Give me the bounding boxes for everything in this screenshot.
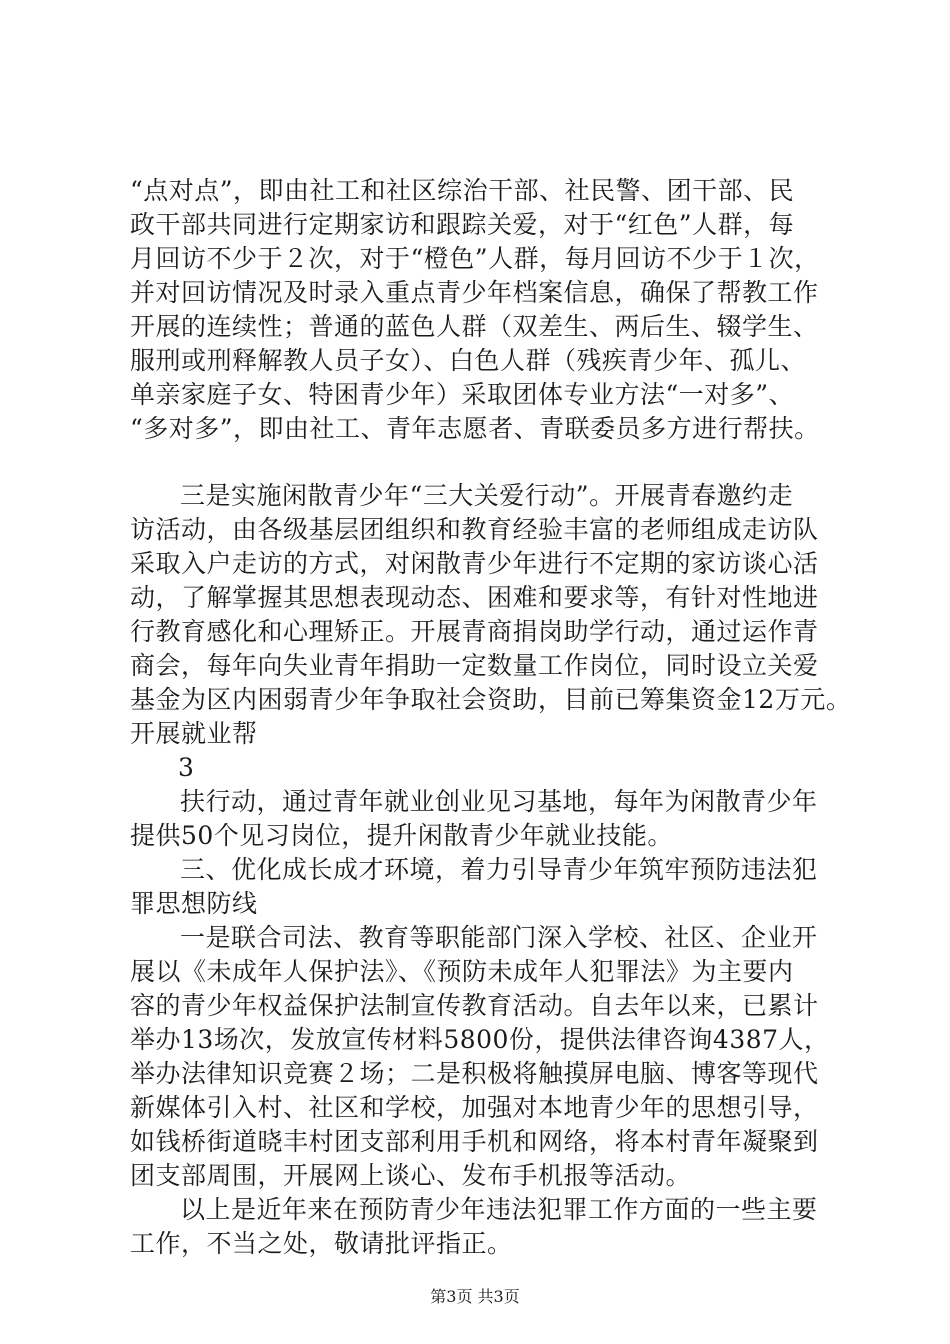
body-text-line: 展以《未成年人保护法》、《预防未成年人犯罪法》为主要内 <box>130 957 794 986</box>
body-text-line: 月回访不少于２次，对于“橙色”人群，每月回访不少于１次， <box>130 244 820 273</box>
body-text-line: 开展就业帮 <box>130 719 258 748</box>
paragraph-first-line: 以上是近年来在预防青少年违法犯罪工作方面的一些主要 <box>180 1195 818 1224</box>
section-heading-line: 三、优化成长成才环境，着力引导青少年筑牢预防违法犯 <box>180 855 818 884</box>
paragraph-first-line: 三是实施闲散青少年“三大关爱行动”。开展青春邀约走 <box>180 481 794 510</box>
body-text-line: 开展的连续性；普通的蓝色人群（双差生、两后生、辍学生、 <box>130 312 819 341</box>
body-text-line: 访活动，由各级基层团组织和教育经验丰富的老师组成走访队 <box>130 515 819 544</box>
body-text-line: 商会，每年向失业青年捐助一定数量工作岗位，同时设立关爱 <box>130 651 819 680</box>
body-text-line: 政干部共同进行定期家访和跟踪关爱，对于“红色”人群，每 <box>130 210 795 239</box>
body-text-line: 采取入户走访的方式，对闲散青少年进行不定期的家访谈心活 <box>130 549 819 578</box>
body-text-line: 行教育感化和心理矫正。开展青商捐岗助学行动，通过运作青 <box>130 617 819 646</box>
paragraph-first-line: 一是联合司法、教育等职能部门深入学校、社区、企业开 <box>180 923 818 952</box>
body-text-line: 容的青少年权益保护法制宣传教育活动。自去年以来，已累计 <box>130 991 819 1020</box>
body-text-line: 举办法律知识竞赛２场；二是积极将触摸屏电脑、博客等现代 <box>130 1059 819 1088</box>
body-text-line: 举办13场次，发放宣传材料5800份，提供法律咨询4387人， <box>130 1025 830 1054</box>
body-text-line: 动，了解掌握其思想表现动态、困难和要求等，有针对性地进 <box>130 583 819 612</box>
body-text-line: “多对多”，即由社工、青年志愿者、青联委员多方进行帮扶。 <box>130 414 820 443</box>
page-number-inline: 3 <box>178 753 195 782</box>
body-text-line: 服刑或刑释解教人员子女）、白色人群（残疾青少年、孤儿、 <box>130 346 807 375</box>
section-heading-line: 罪思想防线 <box>130 889 258 918</box>
body-text-line: 团支部周围，开展网上谈心、发布手机报等活动。 <box>130 1161 692 1190</box>
page-footer: 第3页 共3页 <box>430 1287 520 1306</box>
body-text-line: 如钱桥街道晓丰村团支部利用手机和网络，将本村青年凝聚到 <box>130 1127 819 1156</box>
body-text-line: 工作，不当之处，敬请批评指正。 <box>130 1229 513 1258</box>
body-text-line: 提供50个见习岗位，提升闲散青少年就业技能。 <box>130 821 673 850</box>
body-text-line: 基金为区内困弱青少年争取社会资助，目前已筹集资金12万元。 <box>130 685 852 714</box>
body-text-line: 新媒体引入村、社区和学校，加强对本地青少年的思想引导， <box>130 1093 819 1122</box>
body-text-line: 单亲家庭子女、特困青少年）采取团体专业方法“一对多”、 <box>130 380 795 409</box>
body-text-line: “点对点”，即由社工和社区综治干部、社民警、团干部、民 <box>130 176 795 205</box>
body-text-line: 并对回访情况及时录入重点青少年档案信息，确保了帮教工作 <box>130 278 819 307</box>
paragraph-first-line: 扶行动，通过青年就业创业见习基地，每年为闲散青少年 <box>180 787 818 816</box>
